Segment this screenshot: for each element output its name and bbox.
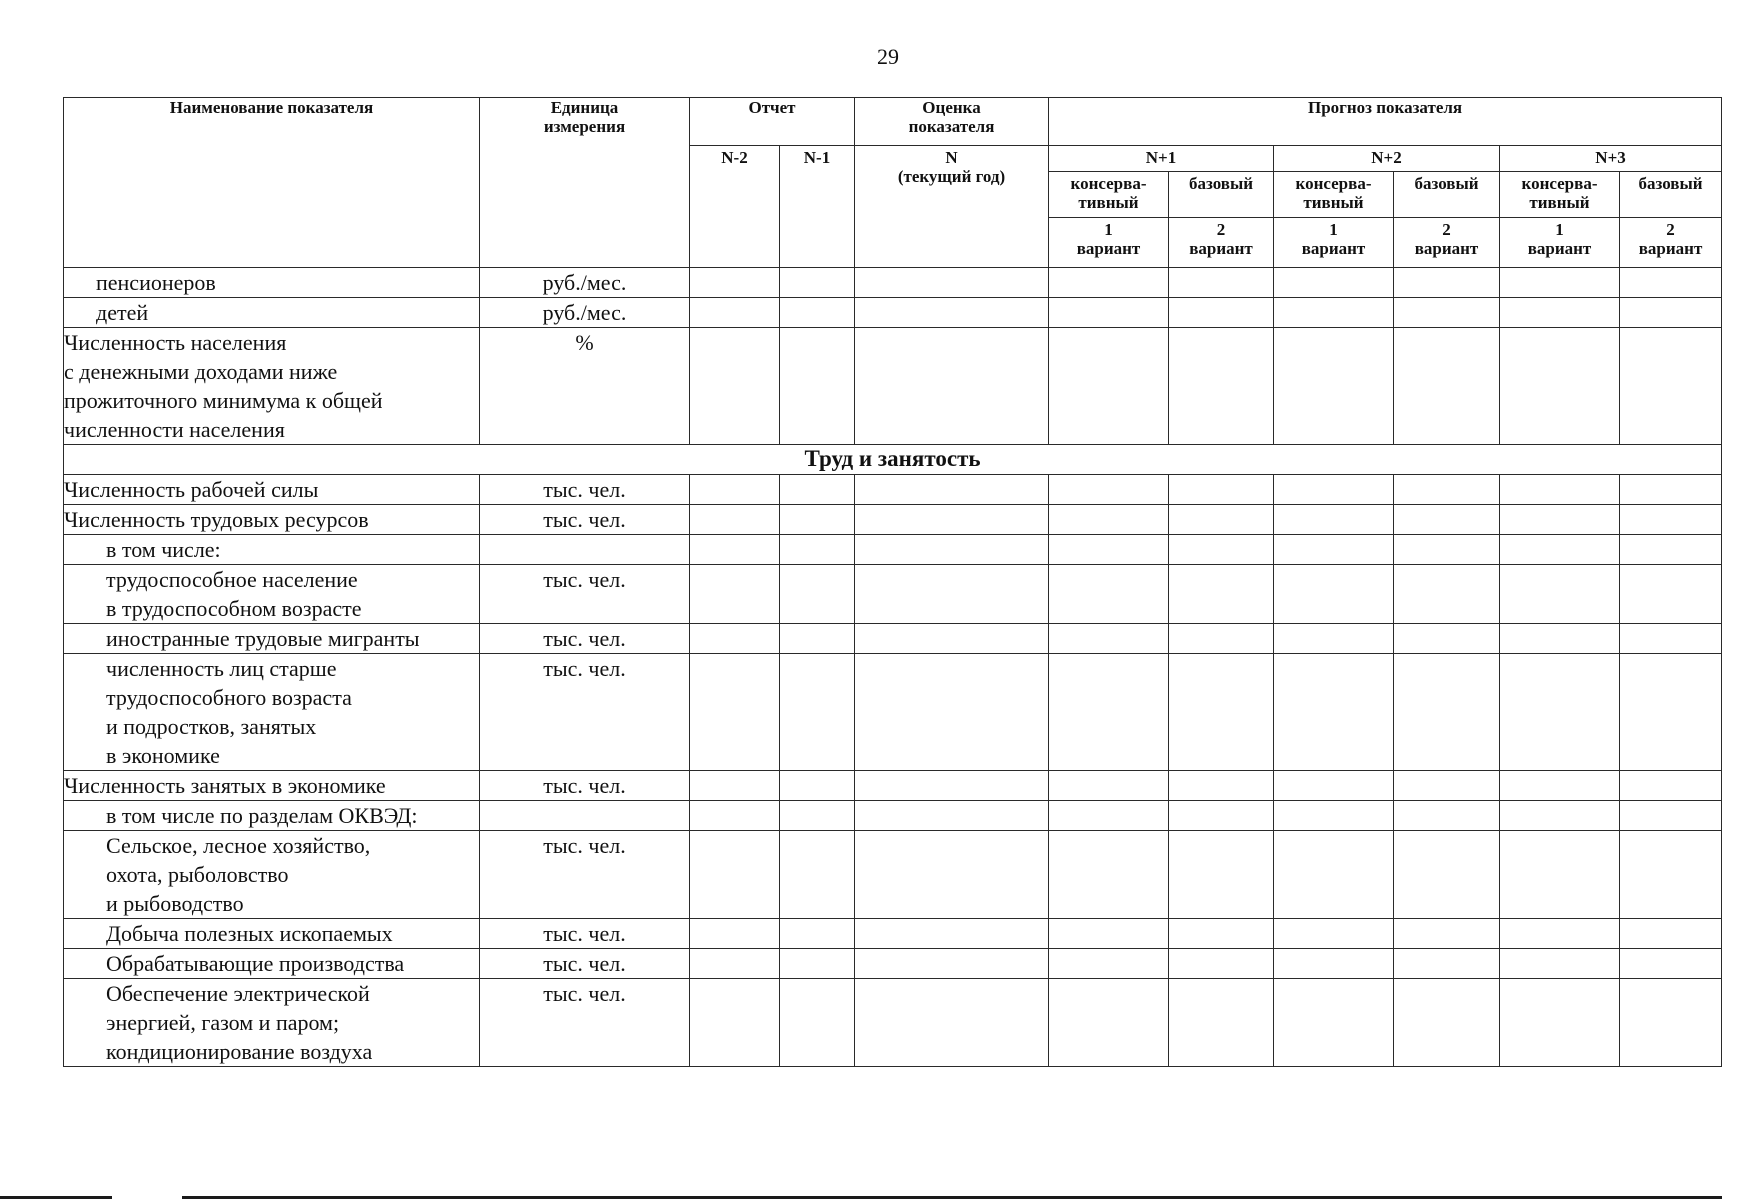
value-cell bbox=[690, 328, 780, 445]
indicator-unit bbox=[480, 801, 690, 831]
value-cell bbox=[1394, 919, 1500, 949]
value-cell bbox=[1500, 831, 1620, 919]
indicator-name: иностранные трудовые мигранты bbox=[64, 624, 480, 654]
indicator-unit: тыс. чел. bbox=[480, 654, 690, 771]
value-cell bbox=[855, 624, 1049, 654]
value-cell bbox=[1500, 565, 1620, 624]
indicator-name: Численность трудовых ресурсов bbox=[64, 505, 480, 535]
header-base: базовый bbox=[1394, 172, 1500, 218]
value-cell bbox=[690, 654, 780, 771]
value-cell bbox=[855, 268, 1049, 298]
value-cell bbox=[1394, 268, 1500, 298]
value-cell bbox=[1620, 624, 1722, 654]
header-variant-1: 1 вариант bbox=[1049, 218, 1169, 268]
header-current-year: N (текущий год) bbox=[855, 146, 1049, 268]
value-cell bbox=[1500, 505, 1620, 535]
value-cell bbox=[1274, 505, 1394, 535]
table-row bbox=[64, 475, 1722, 505]
value-cell bbox=[1169, 919, 1274, 949]
value-cell bbox=[1169, 831, 1274, 919]
value-cell bbox=[855, 919, 1049, 949]
value-cell bbox=[855, 328, 1049, 445]
value-cell bbox=[1620, 505, 1722, 535]
value-cell bbox=[855, 801, 1049, 831]
value-cell bbox=[780, 624, 855, 654]
indicator-name: трудоспособное население в трудоспособном возрасте bbox=[64, 565, 480, 624]
value-cell bbox=[1500, 801, 1620, 831]
indicator-unit: тыс. чел. bbox=[480, 979, 690, 1067]
value-cell bbox=[1049, 831, 1169, 919]
value-cell bbox=[1394, 535, 1500, 565]
value-cell bbox=[1274, 475, 1394, 505]
value-cell bbox=[1620, 565, 1722, 624]
value-cell bbox=[1500, 535, 1620, 565]
value-cell bbox=[1620, 654, 1722, 771]
value-cell bbox=[1394, 831, 1500, 919]
indicator-name: численность лиц старше трудоспособного возраста и подростков, занятых в экономике bbox=[64, 654, 480, 771]
indicator-unit: руб./мес. bbox=[480, 268, 690, 298]
value-cell bbox=[1620, 831, 1722, 919]
value-cell bbox=[1394, 328, 1500, 445]
value-cell bbox=[780, 268, 855, 298]
value-cell bbox=[690, 624, 780, 654]
table-row bbox=[64, 979, 1722, 1067]
indicator-unit: тыс. чел. bbox=[480, 949, 690, 979]
table-row bbox=[64, 801, 1722, 831]
table-row bbox=[64, 565, 1722, 624]
value-cell bbox=[780, 949, 855, 979]
header-variant-2: 2 вариант bbox=[1169, 218, 1274, 268]
value-cell bbox=[690, 979, 780, 1067]
value-cell bbox=[855, 771, 1049, 801]
value-cell bbox=[1049, 565, 1169, 624]
value-cell bbox=[1169, 328, 1274, 445]
indicator-name: Сельское, лесное хозяйство, охота, рыболовство и рыбоводство bbox=[64, 831, 480, 919]
value-cell bbox=[1500, 328, 1620, 445]
value-cell bbox=[1049, 949, 1169, 979]
value-cell bbox=[1394, 298, 1500, 328]
header-year-n-1: N-1 bbox=[780, 146, 855, 268]
value-cell bbox=[1620, 801, 1722, 831]
value-cell bbox=[1500, 771, 1620, 801]
value-cell bbox=[1620, 328, 1722, 445]
value-cell bbox=[1394, 979, 1500, 1067]
value-cell bbox=[690, 801, 780, 831]
value-cell bbox=[690, 565, 780, 624]
value-cell bbox=[1169, 565, 1274, 624]
value-cell bbox=[1394, 771, 1500, 801]
header-variant-1: 1 вариант bbox=[1500, 218, 1620, 268]
value-cell bbox=[1049, 801, 1169, 831]
value-cell bbox=[1274, 919, 1394, 949]
value-cell bbox=[1169, 654, 1274, 771]
value-cell bbox=[1274, 771, 1394, 801]
value-cell bbox=[1169, 801, 1274, 831]
value-cell bbox=[1620, 979, 1722, 1067]
value-cell bbox=[1500, 298, 1620, 328]
value-cell bbox=[1169, 298, 1274, 328]
header-conservative: консерва- тивный bbox=[1049, 172, 1169, 218]
value-cell bbox=[1500, 624, 1620, 654]
value-cell bbox=[1049, 535, 1169, 565]
value-cell bbox=[1394, 505, 1500, 535]
value-cell bbox=[1274, 801, 1394, 831]
header-base: базовый bbox=[1169, 172, 1274, 218]
value-cell bbox=[1169, 771, 1274, 801]
value-cell bbox=[855, 949, 1049, 979]
value-cell bbox=[1274, 268, 1394, 298]
indicator-unit: тыс. чел. bbox=[480, 624, 690, 654]
table-row bbox=[64, 328, 1722, 445]
value-cell bbox=[1620, 298, 1722, 328]
value-cell bbox=[1274, 949, 1394, 979]
value-cell bbox=[855, 979, 1049, 1067]
value-cell bbox=[1169, 979, 1274, 1067]
section-title: Труд и занятость bbox=[64, 445, 1722, 475]
value-cell bbox=[1049, 505, 1169, 535]
table-row bbox=[64, 505, 1722, 535]
value-cell bbox=[1274, 565, 1394, 624]
header-year-n+1: N+1 bbox=[1049, 146, 1274, 172]
header-report: Отчет bbox=[690, 98, 855, 146]
value-cell bbox=[1394, 565, 1500, 624]
value-cell bbox=[855, 298, 1049, 328]
table-row bbox=[64, 268, 1722, 298]
table-row bbox=[64, 919, 1722, 949]
value-cell bbox=[855, 831, 1049, 919]
indicator-unit: % bbox=[480, 328, 690, 445]
indicator-name: пенсионеров bbox=[64, 268, 480, 298]
value-cell bbox=[855, 565, 1049, 624]
value-cell bbox=[1500, 268, 1620, 298]
value-cell bbox=[1500, 979, 1620, 1067]
page-number: 29 bbox=[877, 44, 899, 69]
value-cell bbox=[855, 475, 1049, 505]
forecast-indicators-table bbox=[63, 97, 1722, 1067]
value-cell bbox=[1500, 654, 1620, 771]
header-conservative: консерва- тивный bbox=[1274, 172, 1394, 218]
table-row bbox=[64, 535, 1722, 565]
value-cell bbox=[690, 475, 780, 505]
value-cell bbox=[1169, 535, 1274, 565]
value-cell bbox=[690, 505, 780, 535]
value-cell bbox=[1500, 475, 1620, 505]
footer-rule bbox=[182, 1196, 1722, 1199]
value-cell bbox=[1169, 268, 1274, 298]
header-year-n-2: N-2 bbox=[690, 146, 780, 268]
value-cell bbox=[1274, 831, 1394, 919]
header-unit: Единица измерения bbox=[480, 98, 690, 268]
header-forecast: Прогноз показателя bbox=[1049, 98, 1722, 146]
table-row bbox=[64, 624, 1722, 654]
header-indicator-name: Наименование показателя bbox=[64, 98, 480, 268]
value-cell bbox=[780, 801, 855, 831]
header-year-n+2: N+2 bbox=[1274, 146, 1500, 172]
indicator-unit: тыс. чел. bbox=[480, 831, 690, 919]
table-row bbox=[64, 949, 1722, 979]
value-cell bbox=[780, 979, 855, 1067]
value-cell bbox=[1049, 624, 1169, 654]
value-cell bbox=[1274, 328, 1394, 445]
indicator-unit bbox=[480, 535, 690, 565]
value-cell bbox=[1274, 624, 1394, 654]
value-cell bbox=[855, 654, 1049, 771]
value-cell bbox=[1049, 298, 1169, 328]
value-cell bbox=[1394, 475, 1500, 505]
value-cell bbox=[1620, 268, 1722, 298]
header-variant-2: 2 вариант bbox=[1394, 218, 1500, 268]
value-cell bbox=[1049, 771, 1169, 801]
indicator-unit: тыс. чел. bbox=[480, 919, 690, 949]
table-header bbox=[64, 98, 1722, 268]
value-cell bbox=[1169, 475, 1274, 505]
table-body-labor bbox=[64, 475, 1722, 1067]
value-cell bbox=[690, 535, 780, 565]
value-cell bbox=[1274, 979, 1394, 1067]
value-cell bbox=[1620, 475, 1722, 505]
header-estimate: Оценка показателя bbox=[855, 98, 1049, 146]
value-cell bbox=[780, 565, 855, 624]
header-variant-2: 2 вариант bbox=[1620, 218, 1722, 268]
indicator-unit: тыс. чел. bbox=[480, 565, 690, 624]
value-cell bbox=[1620, 535, 1722, 565]
header-conservative: консерва- тивный bbox=[1500, 172, 1620, 218]
value-cell bbox=[780, 654, 855, 771]
table-row bbox=[64, 654, 1722, 771]
header-base: базовый bbox=[1620, 172, 1722, 218]
value-cell bbox=[780, 535, 855, 565]
value-cell bbox=[1500, 919, 1620, 949]
header-year-n+3: N+3 bbox=[1500, 146, 1722, 172]
value-cell bbox=[1169, 949, 1274, 979]
value-cell bbox=[780, 475, 855, 505]
value-cell bbox=[690, 919, 780, 949]
value-cell bbox=[1394, 801, 1500, 831]
indicator-name: детей bbox=[64, 298, 480, 328]
indicator-name: Численность рабочей силы bbox=[64, 475, 480, 505]
value-cell bbox=[780, 919, 855, 949]
value-cell bbox=[690, 268, 780, 298]
table-row bbox=[64, 298, 1722, 328]
value-cell bbox=[1500, 949, 1620, 979]
value-cell bbox=[1394, 949, 1500, 979]
value-cell bbox=[1620, 949, 1722, 979]
value-cell bbox=[690, 949, 780, 979]
table-body-income bbox=[64, 268, 1722, 445]
section-labor bbox=[64, 445, 1722, 475]
indicator-name: Обрабатывающие производства bbox=[64, 949, 480, 979]
indicator-unit: тыс. чел. bbox=[480, 505, 690, 535]
indicator-name: в том числе по разделам ОКВЭД: bbox=[64, 801, 480, 831]
value-cell bbox=[780, 771, 855, 801]
value-cell bbox=[1049, 979, 1169, 1067]
value-cell bbox=[1274, 535, 1394, 565]
header-variant-1: 1 вариант bbox=[1274, 218, 1394, 268]
value-cell bbox=[690, 771, 780, 801]
value-cell bbox=[1049, 328, 1169, 445]
value-cell bbox=[1274, 654, 1394, 771]
value-cell bbox=[1169, 624, 1274, 654]
value-cell bbox=[1169, 505, 1274, 535]
value-cell bbox=[690, 298, 780, 328]
indicator-unit: руб./мес. bbox=[480, 298, 690, 328]
indicator-name: Обеспечение электрической энергией, газом и паром; кондиционирование воздуха bbox=[64, 979, 480, 1067]
value-cell bbox=[1274, 298, 1394, 328]
value-cell bbox=[1049, 654, 1169, 771]
value-cell bbox=[855, 505, 1049, 535]
indicator-name: в том числе: bbox=[64, 535, 480, 565]
indicator-unit: тыс. чел. bbox=[480, 771, 690, 801]
value-cell bbox=[780, 328, 855, 445]
value-cell bbox=[1049, 919, 1169, 949]
value-cell bbox=[1049, 475, 1169, 505]
value-cell bbox=[780, 831, 855, 919]
indicator-name: Добыча полезных ископаемых bbox=[64, 919, 480, 949]
table-row bbox=[64, 771, 1722, 801]
value-cell bbox=[1394, 624, 1500, 654]
table-row bbox=[64, 831, 1722, 919]
value-cell bbox=[780, 505, 855, 535]
footer-rule-left bbox=[0, 1196, 112, 1199]
value-cell bbox=[1394, 654, 1500, 771]
indicator-name: Численность населения с денежными доходами ниже прожиточного минимума к общей численности населения bbox=[64, 328, 480, 445]
value-cell bbox=[1620, 771, 1722, 801]
value-cell bbox=[1620, 919, 1722, 949]
value-cell bbox=[780, 298, 855, 328]
value-cell bbox=[855, 535, 1049, 565]
value-cell bbox=[1049, 268, 1169, 298]
indicator-name: Численность занятых в экономике bbox=[64, 771, 480, 801]
value-cell bbox=[690, 831, 780, 919]
indicator-unit: тыс. чел. bbox=[480, 475, 690, 505]
